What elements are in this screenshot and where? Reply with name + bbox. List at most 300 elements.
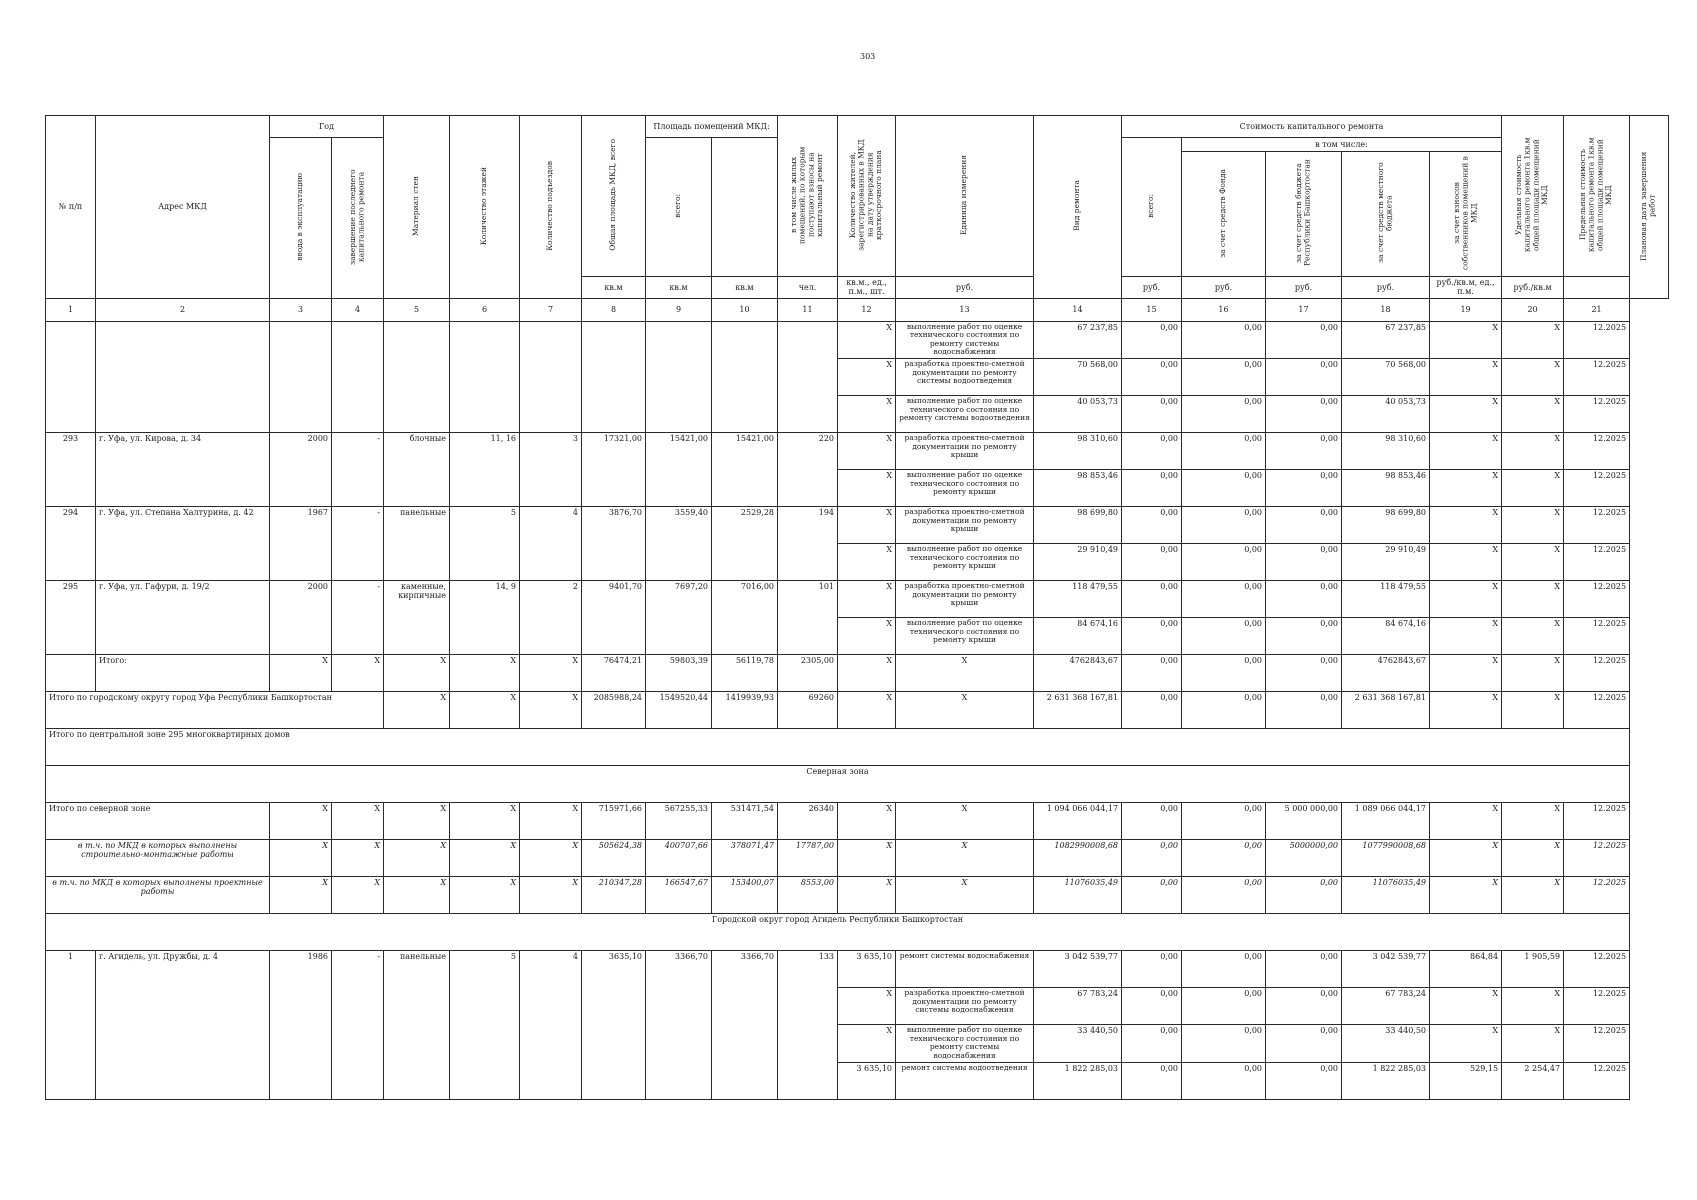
unit-11: чел.: [778, 277, 838, 298]
repair-type-cell: разработка проектно-сметной документации по ремонту крыши: [896, 507, 1034, 544]
col-number: 10: [712, 298, 778, 321]
x-cell: X: [896, 840, 1034, 877]
x-cell: X: [332, 803, 384, 840]
cost-owners-cell: 40 053,73: [1342, 396, 1430, 433]
cost-total-cell: 67 237,85: [1034, 321, 1122, 359]
year-cell: 2000: [270, 433, 332, 507]
cost-fund-cell: 0,00: [1122, 359, 1182, 396]
entrances-cell: 4: [520, 951, 582, 1100]
header-cost-incl: в том числе:: [1182, 138, 1502, 152]
residents-cell: 17787,00: [778, 840, 838, 877]
cost-owners-cell: 98 699,80: [1342, 507, 1430, 544]
header-cost-group: Стоимость капитального ремонта: [1122, 116, 1502, 138]
cost-local-cell: 0,00: [1266, 359, 1342, 396]
unit-cell: X: [838, 396, 896, 433]
cost-owners-cell: 70 568,00: [1342, 359, 1430, 396]
x-cell: X: [1430, 803, 1502, 840]
x-cell: X: [896, 692, 1034, 729]
cost-local-cell: 0,00: [1266, 321, 1342, 359]
x-cell: X: [520, 655, 582, 692]
cost-rb-cell: 0,00: [1182, 692, 1266, 729]
deadline-cell: 12.2025: [1564, 692, 1630, 729]
unit-cost-cell: 529,15: [1430, 1062, 1502, 1099]
deadline-cell: 12.2025: [1564, 618, 1630, 655]
repair-type-cell: ремонт системы водоотведения: [896, 1062, 1034, 1099]
cost-rb-cell: 0,00: [1182, 433, 1266, 470]
cost-fund-cell: 0,00: [1122, 1062, 1182, 1099]
residents-cell: 133: [778, 951, 838, 1100]
x-cell: X: [1430, 840, 1502, 877]
fee-cell: 15421,00: [712, 433, 778, 507]
cost-total-cell: 67 783,24: [1034, 988, 1122, 1025]
address-cell: г. Агидель, ул. Дружбы, д. 4: [96, 951, 270, 1100]
cost-local-cell: 0,00: [1266, 470, 1342, 507]
fee-cell: 153400,07: [712, 877, 778, 914]
col-number: 6: [450, 298, 520, 321]
x-cell: X: [270, 803, 332, 840]
year-cell: 1986: [270, 951, 332, 1100]
cost-total-cell: 2 631 368 167,81: [1034, 692, 1122, 729]
cost-local-cell: 0,00: [1266, 692, 1342, 729]
area-cell: 715971,66: [582, 803, 646, 840]
floors-cell: 11, 16: [450, 433, 520, 507]
cost-rb-cell: 0,00: [1182, 988, 1266, 1025]
x-cell: X: [838, 692, 896, 729]
unit-cell: X: [838, 1025, 896, 1063]
unit-cell: X: [838, 321, 896, 359]
col-number: 21: [1564, 298, 1630, 321]
row-number-cell: 293: [46, 433, 96, 507]
repair-type-cell: выполнение работ по оценке технического состояния по ремонту системы водоотведения: [896, 396, 1034, 433]
zone-total-row: [46, 729, 1669, 766]
cost-total-cell: 118 479,55: [1034, 581, 1122, 618]
cost-total-cell: 98 310,60: [1034, 433, 1122, 470]
cost-fund-cell: 0,00: [1122, 433, 1182, 470]
row-number-cell: 1: [46, 951, 96, 1100]
col-number: 15: [1122, 298, 1182, 321]
row-number-cell: 295: [46, 581, 96, 655]
x-cell: X: [384, 803, 450, 840]
repair-type-cell: ремонт системы водоснабжения: [896, 951, 1034, 988]
unit-cell: 3 635,10: [838, 951, 896, 988]
x-cell: X: [896, 803, 1034, 840]
table-row: [46, 321, 1669, 359]
cost-local-cell: 0,00: [1266, 1025, 1342, 1063]
north-build-label: в т.ч. по МКД в которых выполнены строительно-монтажные работы: [46, 840, 270, 877]
unit-cell: X: [838, 433, 896, 470]
residents-cell: 69260: [778, 692, 838, 729]
x-cell: X: [450, 655, 520, 692]
unit-cost-cell: X: [1430, 507, 1502, 544]
residents-cell: 26340: [778, 803, 838, 840]
header-residents: Количество жителей, зарегистрированных в МКД на дату утверждения краткосрочного плана: [838, 116, 896, 277]
unit-cost-cell: X: [1430, 1025, 1502, 1063]
cost-local-cell: 0,00: [1266, 618, 1342, 655]
deadline-cell: 12.2025: [1564, 321, 1630, 359]
deadline-cell: 12.2025: [1564, 1062, 1630, 1099]
cost-local-cell: 0,00: [1266, 433, 1342, 470]
header-year-group: Год: [270, 116, 384, 138]
city-total-row: [46, 692, 1669, 729]
col-number: 2: [96, 298, 270, 321]
cost-total-cell: 4762843,67: [1034, 655, 1122, 692]
cost-rb-cell: 0,00: [1182, 396, 1266, 433]
x-cell: X: [520, 840, 582, 877]
cost-rb-cell: 0,00: [1182, 951, 1266, 988]
deadline-cell: 12.2025: [1564, 951, 1630, 988]
cost-fund-cell: 0,00: [1122, 396, 1182, 433]
cost-fund-cell: 0,00: [1122, 803, 1182, 840]
cost-fund-cell: 0,00: [1122, 321, 1182, 359]
premises-cell: 400707,66: [646, 840, 712, 877]
x-cell: X: [270, 840, 332, 877]
cost-local-cell: 0,00: [1266, 988, 1342, 1025]
area-cell: 9401,70: [582, 581, 646, 655]
cost-fund-cell: 0,00: [1122, 692, 1182, 729]
cost-local-cell: 0,00: [1266, 396, 1342, 433]
entrances-cell: 4: [520, 507, 582, 581]
repair-type-cell: разработка проектно-сметной документации по ремонту системы водоотведения: [896, 359, 1034, 396]
max-cost-cell: 1 905,59: [1502, 951, 1564, 988]
cost-total-cell: 11076035,49: [1034, 877, 1122, 914]
unit-cost-cell: X: [1430, 470, 1502, 507]
area-cell: 505624,38: [582, 840, 646, 877]
cost-fund-cell: 0,00: [1122, 507, 1182, 544]
agidel-heading: Городской округ город Агидель Республики Башкортостан: [46, 914, 1630, 951]
header-unit: Единица измерения: [896, 116, 1034, 277]
address-cell: г. Уфа, ул. Гафури, д. 19/2: [96, 581, 270, 655]
cost-total-cell: 84 674,16: [1034, 618, 1122, 655]
header-premises-fee: в том числе жилых помещений, по которым поступают взносы на капитальный ремонт: [778, 116, 838, 277]
cost-fund-cell: 0,00: [1122, 618, 1182, 655]
x-cell: X: [1502, 877, 1564, 914]
x-cell: X: [384, 877, 450, 914]
unit-19: руб./кв.м, ед., п.м.: [1430, 277, 1502, 298]
page-number: 303: [860, 52, 876, 61]
x-cell: X: [332, 655, 384, 692]
x-cell: X: [270, 655, 332, 692]
floors-cell: 5: [450, 507, 520, 581]
cost-rb-cell: 0,00: [1182, 359, 1266, 396]
cost-local-cell: 0,00: [1266, 1062, 1342, 1099]
cost-total-cell: 33 440,50: [1034, 1025, 1122, 1063]
header-unit-cost: Удельная стоимость капитального ремонта 1кв.м общей площади помещений МКД: [1502, 116, 1564, 277]
unit-cost-cell: X: [1430, 396, 1502, 433]
cost-rb-cell: 0,00: [1182, 803, 1266, 840]
header-premises-fee-sub: [712, 138, 778, 277]
deadline-cell: 12.2025: [1564, 877, 1630, 914]
premises-cell: 15421,00: [646, 433, 712, 507]
x-cell: X: [520, 692, 582, 729]
deadline-cell: 12.2025: [1564, 544, 1630, 581]
year-cell: 1967: [270, 507, 332, 581]
cost-local-cell: 5 000 000,00: [1266, 803, 1342, 840]
header-cost-rb: за счет средств бюджета Республики Башкортостан: [1266, 152, 1342, 277]
unit-cell: X: [838, 470, 896, 507]
cost-fund-cell: 0,00: [1122, 581, 1182, 618]
x-cell: X: [520, 803, 582, 840]
x-cell: X: [896, 877, 1034, 914]
address-cell: г. Уфа, ул. Кирова, д. 34: [96, 433, 270, 507]
residents-cell: 101: [778, 581, 838, 655]
unit-18: руб.: [1342, 277, 1430, 298]
residents-cell: 220: [778, 433, 838, 507]
cost-fund-cell: 0,00: [1122, 840, 1182, 877]
header-cost-owners: за счет взносов собственников помещений в МКД: [1430, 152, 1502, 277]
cost-total-cell: 98 699,80: [1034, 507, 1122, 544]
north-total-row: [46, 803, 1669, 840]
cost-local-cell: 0,00: [1266, 581, 1342, 618]
city-total-label: Итого по городскому округу город Уфа Республики Башкортостан: [46, 692, 384, 729]
x-cell: X: [450, 877, 520, 914]
col-number: 11: [778, 298, 838, 321]
cost-rb-cell: 0,00: [1182, 507, 1266, 544]
subtotal-label: Итого:: [96, 655, 270, 692]
repair-type-cell: выполнение работ по оценке технического состояния по ремонту крыши: [896, 544, 1034, 581]
fee-cell: 3366,70: [712, 951, 778, 1100]
repair-type-cell: разработка проектно-сметной документации по ремонту крыши: [896, 433, 1034, 470]
fee-cell: 378071,47: [712, 840, 778, 877]
column-number-row: [46, 298, 1669, 321]
premises-cell: 7697,20: [646, 581, 712, 655]
unit-cell: X: [838, 507, 896, 544]
area-cell: 2085988,24: [582, 692, 646, 729]
area-cell: 3635,10: [582, 951, 646, 1100]
premises-cell: 567255,33: [646, 803, 712, 840]
cost-fund-cell: 0,00: [1122, 1025, 1182, 1063]
repair-type-cell: разработка проектно-сметной документации по ремонту крыши: [896, 581, 1034, 618]
deadline-cell: 12.2025: [1564, 470, 1630, 507]
north-project-label: в т.ч. по МКД в которых выполнены проектные работы: [46, 877, 270, 914]
premises-cell: 166547,67: [646, 877, 712, 914]
repair-type-cell: выполнение работ по оценке технического состояния по ремонту крыши: [896, 618, 1034, 655]
cost-local-cell: 0,00: [1266, 877, 1342, 914]
year-cell: 2000: [270, 581, 332, 655]
deadline-cell: 12.2025: [1564, 581, 1630, 618]
cost-owners-cell: 84 674,16: [1342, 618, 1430, 655]
header-repair-type: Вид ремонта: [1034, 116, 1122, 299]
col-number: 19: [1430, 298, 1502, 321]
residents-cell: 8553,00: [778, 877, 838, 914]
last-repair-cell: -: [332, 433, 384, 507]
header-entrances: Количество подъездов: [520, 116, 582, 299]
unit-9: кв.м: [646, 277, 712, 298]
cost-rb-cell: 0,00: [1182, 840, 1266, 877]
deadline-cell: 12.2025: [1564, 359, 1630, 396]
col-number: 3: [270, 298, 332, 321]
area-cell: 76474,21: [582, 655, 646, 692]
header-cost-total: всего:: [1122, 138, 1182, 277]
deadline-cell: 12.2025: [1564, 840, 1630, 877]
premises-cell: 1549520,44: [646, 692, 712, 729]
capital-repair-plan-table: [45, 115, 1669, 1100]
cost-owners-cell: 67 237,85: [1342, 321, 1430, 359]
x-cell: X: [270, 877, 332, 914]
fee-cell: 56119,78: [712, 655, 778, 692]
cost-fund-cell: 0,00: [1122, 544, 1182, 581]
cost-total-cell: 98 853,46: [1034, 470, 1122, 507]
col-number: 18: [1342, 298, 1430, 321]
unit-cost-cell: X: [1430, 544, 1502, 581]
x-cell: X: [1502, 840, 1564, 877]
cost-owners-cell: 1 822 285,03: [1342, 1062, 1430, 1099]
col-number: 8: [582, 298, 646, 321]
residents-cell: 2305,00: [778, 655, 838, 692]
cost-owners-cell: 67 783,24: [1342, 988, 1430, 1025]
header-total-area: Общая площадь МКД, всего: [582, 116, 646, 277]
header-address: Адрес МКД: [96, 116, 270, 299]
floors-cell: 14, 9: [450, 581, 520, 655]
max-cost-cell: X: [1502, 544, 1564, 581]
col-number: 4: [332, 298, 384, 321]
cost-owners-cell: 98 310,60: [1342, 433, 1430, 470]
fee-cell: 2529,28: [712, 507, 778, 581]
x-cell: X: [450, 840, 520, 877]
fee-cell: 1419939,93: [712, 692, 778, 729]
table-row: [46, 433, 1669, 470]
cost-total-cell: 1 822 285,03: [1034, 1062, 1122, 1099]
max-cost-cell: X: [1502, 433, 1564, 470]
deadline-cell: 12.2025: [1564, 507, 1630, 544]
col-number: 9: [646, 298, 712, 321]
x-cell: X: [838, 655, 896, 692]
max-cost-cell: X: [1502, 618, 1564, 655]
unit-cell: X: [838, 544, 896, 581]
col-number: 20: [1502, 298, 1564, 321]
entrances-cell: 2: [520, 581, 582, 655]
floors-cell: 5: [450, 951, 520, 1100]
material-cell: каменные, кирпичные: [384, 581, 450, 655]
north-zone-heading: Северная зона: [46, 766, 1630, 803]
max-cost-cell: X: [1502, 396, 1564, 433]
cost-local-cell: 0,00: [1266, 507, 1342, 544]
unit-14: руб.: [896, 277, 1034, 298]
unit-15: руб.: [1122, 277, 1182, 298]
header-year-last-repair: завершение последнего капитального ремонта: [332, 138, 384, 299]
unit-cost-cell: X: [1430, 433, 1502, 470]
repair-type-cell: разработка проектно-сметной документации по ремонту системы водоснабжения: [896, 988, 1034, 1025]
premises-cell: 3559,40: [646, 507, 712, 581]
col-number: 1: [46, 298, 96, 321]
cost-owners-cell: 1077990008,68: [1342, 840, 1430, 877]
cost-total-cell: 70 568,00: [1034, 359, 1122, 396]
cost-total-cell: 29 910,49: [1034, 544, 1122, 581]
unit-cost-cell: X: [1430, 988, 1502, 1025]
unit-10: кв.м: [712, 277, 778, 298]
premises-cell: 3366,70: [646, 951, 712, 1100]
header-premises-total: всего:: [646, 138, 712, 277]
repair-type-cell: выполнение работ по оценке технического состояния по ремонту системы водоснабжения: [896, 321, 1034, 359]
fee-cell: 7016,00: [712, 581, 778, 655]
header-num: № п/п: [46, 116, 96, 299]
max-cost-cell: X: [1502, 470, 1564, 507]
material-cell: панельные: [384, 507, 450, 581]
max-cost-cell: X: [1502, 988, 1564, 1025]
cost-owners-cell: 29 910,49: [1342, 544, 1430, 581]
x-cell: X: [384, 692, 450, 729]
last-repair-cell: -: [332, 507, 384, 581]
unit-cell: X: [838, 618, 896, 655]
entrances-cell: 3: [520, 433, 582, 507]
cost-total-cell: 3 042 539,77: [1034, 951, 1122, 988]
unit-cell: X: [838, 359, 896, 396]
unit-cost-cell: X: [1430, 618, 1502, 655]
cost-fund-cell: 0,00: [1122, 470, 1182, 507]
cost-owners-cell: 3 042 539,77: [1342, 951, 1430, 988]
unit-cost-cell: 864,84: [1430, 951, 1502, 988]
col-number: 12: [838, 298, 896, 321]
cost-owners-cell: 11076035,49: [1342, 877, 1430, 914]
unit-17: руб.: [1266, 277, 1342, 298]
row-number-cell: 294: [46, 507, 96, 581]
table-row: [46, 581, 1669, 618]
fee-cell: 531471,54: [712, 803, 778, 840]
cost-owners-cell: 2 631 368 167,81: [1342, 692, 1430, 729]
header-year-commission: ввода в эксплуатацию: [270, 138, 332, 299]
cost-local-cell: 5000000,00: [1266, 840, 1342, 877]
unit-cost-cell: X: [1430, 321, 1502, 359]
x-cell: X: [450, 803, 520, 840]
unit-cell: 3 635,10: [838, 1062, 896, 1099]
north-total-label: Итого по северной зоне: [46, 803, 270, 840]
x-cell: X: [332, 877, 384, 914]
col-number: 7: [520, 298, 582, 321]
max-cost-cell: X: [1502, 359, 1564, 396]
x-cell: X: [838, 840, 896, 877]
header-max-cost: Предельная стоимость капитального ремонта 1кв.м общей площади помещений МКД: [1564, 116, 1630, 277]
unit-cost-cell: X: [1430, 359, 1502, 396]
x-cell: X: [1502, 655, 1564, 692]
header-deadline: Плановая дата завершения работ: [1630, 116, 1669, 299]
deadline-cell: 12.2025: [1564, 433, 1630, 470]
x-cell: X: [332, 840, 384, 877]
area-cell: 3876,70: [582, 507, 646, 581]
material-cell: панельные: [384, 951, 450, 1100]
cost-rb-cell: 0,00: [1182, 618, 1266, 655]
cost-total-cell: 40 053,73: [1034, 396, 1122, 433]
north-project-row: [46, 877, 1669, 914]
cost-rb-cell: 0,00: [1182, 470, 1266, 507]
x-cell: X: [838, 877, 896, 914]
cost-total-cell: 1 094 066 044,17: [1034, 803, 1122, 840]
max-cost-cell: X: [1502, 321, 1564, 359]
last-repair-cell: -: [332, 951, 384, 1100]
cost-rb-cell: 0,00: [1182, 544, 1266, 581]
x-cell: X: [1430, 877, 1502, 914]
cost-fund-cell: 0,00: [1122, 951, 1182, 988]
cost-total-cell: 1082990008,68: [1034, 840, 1122, 877]
col-number: 13: [896, 298, 1034, 321]
cost-fund-cell: 0,00: [1122, 877, 1182, 914]
cost-fund-cell: 0,00: [1122, 655, 1182, 692]
col-number: 5: [384, 298, 450, 321]
x-cell: X: [384, 840, 450, 877]
cost-rb-cell: 0,00: [1182, 321, 1266, 359]
x-cell: X: [896, 655, 1034, 692]
repair-type-cell: выполнение работ по оценке технического состояния по ремонту крыши: [896, 470, 1034, 507]
zone-heading-row: [46, 766, 1669, 803]
cost-owners-cell: 1 089 066 044,17: [1342, 803, 1430, 840]
header-wall-material: Материал стен: [384, 116, 450, 299]
x-cell: X: [520, 877, 582, 914]
cost-rb-cell: 0,00: [1182, 655, 1266, 692]
unit-12: кв.м., ед., п.м., шт.: [838, 277, 896, 298]
unit-cell: X: [838, 581, 896, 618]
city-heading-row: [46, 914, 1669, 951]
max-cost-cell: X: [1502, 1025, 1564, 1063]
table-row: [46, 951, 1669, 988]
x-cell: X: [450, 692, 520, 729]
